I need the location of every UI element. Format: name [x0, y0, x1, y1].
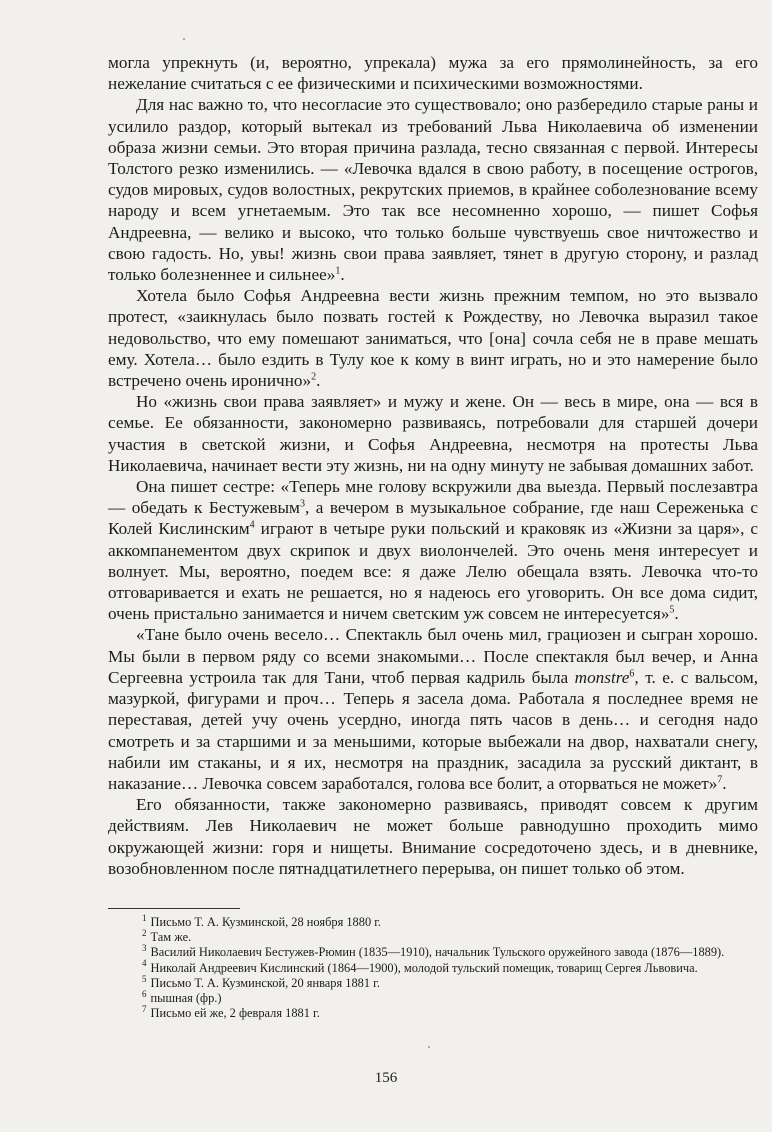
page-number: 156: [374, 1070, 398, 1086]
footnote: $^6$ пышная (фр.): [142, 988, 222, 1006]
footnote-ref: 7: [717, 774, 723, 786]
footnote-ref: 6: [629, 668, 635, 680]
foreign-word: monstre: [574, 667, 630, 687]
footnote-divider: [108, 908, 240, 909]
footnote-ref: 4: [249, 519, 255, 531]
footnotes: [108, 908, 758, 1021]
paragraph: Его обязанности, также закономерно развиваясь, приводят совсем к другим действиям. Лев Николаевич не может больше равнодушно проходить мимо окружающей жизни: горя и нищеты. Внимание сосредоточено здесь, и в дневнике, возобновленном после пятнадцатилетнего перерыва, он пишет только об этом.: [108, 795, 758, 878]
footnote-ref: 3: [299, 498, 305, 510]
paragraph: могла упрекнуть (и, вероятно, упрекала) мужа за его прямолинейность, за его нежелание считаться с ее физическими и психическими возможностями.: [108, 53, 758, 94]
paragraph: «Тане было очень весело… Спектакль был очень мил, грациозен и сыгран хорошо. Мы были в первом ряду со всеми знакомыми… После спектакля был вечер, и Анна Сергеевна устроила так для Тани, чтоб первая кадриль была monstre$^6$, т. е. с вальсом, мазуркой, фигурами и проч… Теперь я засела дома. Работала я последнее время не переставая, детей учу очень усердно, иногда пять часов в день… и сегодня надо смотреть и за старшими и за меньшими, которые выбежали на двор, нахватали снегу, набили им стаканы, и я их, несмотря на праздник, засадила за русский диктант, в наказание… Левочка совсем заработался, голова все болит, а оторваться не может»$^7$.: [108, 625, 758, 793]
footnote: $^4$ Николай Андреевич Кислинский (1864—1900), молодой тульский помещик, товарищ Сергея Львовича.: [142, 958, 698, 975]
footnote: $^5$ Письмо Т. А. Кузминской, 20 января 1881 г.: [142, 973, 380, 990]
paragraph: Хотела было Софья Андреевна вести жизнь прежним темпом, но это вызвало протест, «заикнулась было позвать гостей к Рождеству, но Левочка выразил такое недовольство, что ему помешают заниматься, что [она] сочла себя не в праве мешать ему. Хотела… было ездить в Тулу кое к кому в винт играть, но и это намерение было встречено очень иронично»$^2$.: [108, 286, 758, 391]
paragraph: Но «жизнь свои права заявляет» и мужу и жене. Он — весь в мире, она — вся в семье. Ее обязанности, закономерно развиваясь, потребовали для старшей дочери участия в светской жизни, и Софья Андреевна, несмотря на протесты Льва Николаевича, начинает вести эту жизнь, ни на одну минуту не забывая домашних забот.: [108, 392, 758, 475]
footnote-ref: 2: [311, 371, 317, 383]
footnote: $^7$ Письмо ей же, 2 февраля 1881 г.: [142, 1004, 320, 1021]
paragraph: Она пишет сестре: «Теперь мне голову вскружили два выезда. Первый послезавтра — обедать к Бестужевым$^3$, а вечером в музыкальное собрание, где наш Сереженька с Колей Кислинским$^4$ играют в четыре руки польский и краковяк из «Жизни за царя», с аккомпанементом двух скрипок и двух виолончелей. Это очень меня интересует и волнует. Мы, вероятно, поедем все: я даже Лелю обещала взять. Левочка что-то отговаривается и ехать не решается, но я надеюсь его уговорить. Он все дома сидит, очень пристально занимается и ничем светским уж совсем не интересуется»$^5$.: [108, 477, 758, 624]
paragraph: Для нас важно то, что несогласие это существовало; оно разбередило старые раны и усилило раздор, который вытекал из требований Льва Николаевича об изменении образа жизни семьи. Это вторая причина разлада, тесно связанная с первой. Интересы Толстого резко изменились. — «Левочка вдался в свою работу, в посещение острогов, судов мировых, судов волостных, рекрутских приемов, в крайнее соболезнование всему народу и всем угнетаемым. Это так все несомненно хорошо, — пишет Софья Андреевна, — велико и высоко, что только больше чувствуешь свое ничтожество и свою гадость. Но, увы! жизнь свои права заявляет, тянет в другую сторону, и разлад только болезненнее и сильнее»$^1$.: [108, 95, 758, 285]
footnote: $^3$ Василий Николаевич Бестужев-Рюмин (1835—1910), начальник Тульского оружейного завода (1876—1889).: [142, 943, 725, 960]
scan-speck: [428, 1046, 430, 1048]
scan-speck: [183, 38, 185, 40]
footnote-ref: 5: [669, 604, 675, 616]
footnote: $^2$ Там же.: [142, 928, 192, 945]
main-text: [108, 52, 758, 879]
footnote-ref: 1: [335, 265, 341, 277]
footnote: $^1$ Письмо Т. А. Кузминской, 28 ноября 1880 г.: [142, 912, 382, 929]
